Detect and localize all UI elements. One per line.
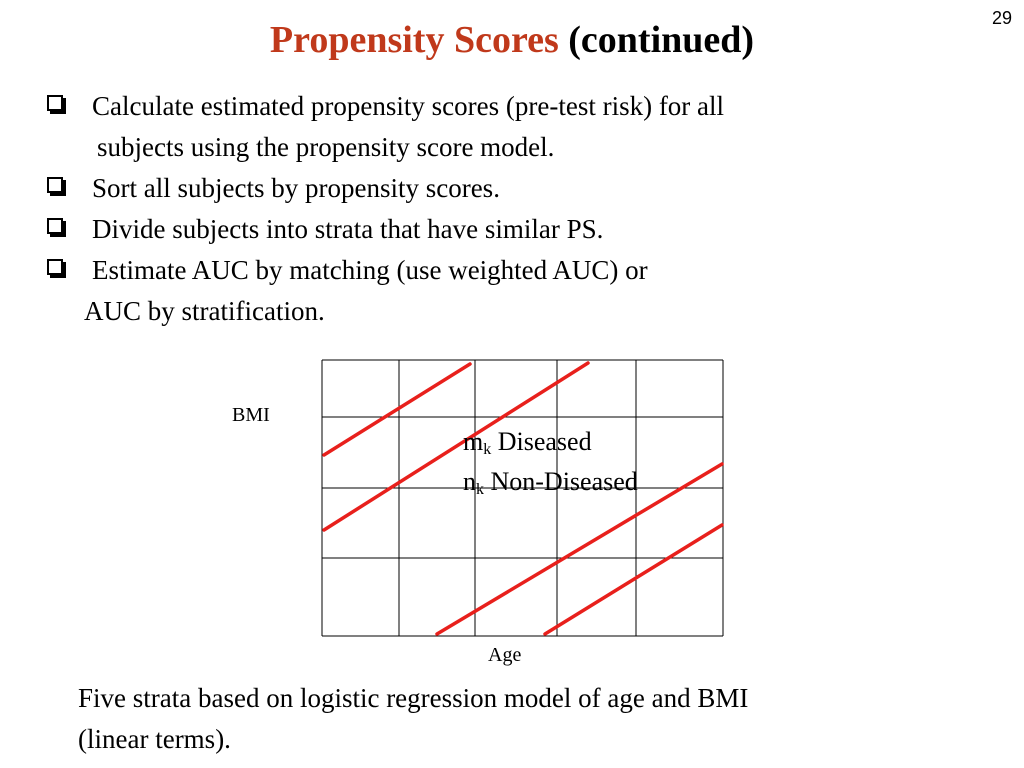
- y-axis-label: BMI: [232, 404, 270, 426]
- figure-caption: [78, 678, 978, 760]
- x-axis-label: Age: [488, 644, 522, 666]
- stratum-boundary-line: [545, 525, 722, 634]
- strata-legend: [463, 422, 638, 502]
- slide-number: 29: [991, 8, 1012, 28]
- bullet-text-continued: subjects using the propensity score model.: [97, 132, 555, 162]
- title-suffix: (continued): [568, 19, 755, 61]
- bullet-text: Calculate estimated propensity scores (pre-test risk) for all: [92, 91, 725, 121]
- caption-line: Five strata based on logistic regression model of age and BMI: [78, 683, 749, 713]
- legend-diseased: $m_k$ Diseased: [463, 427, 592, 458]
- bullet-text-continued: AUC by stratification.: [84, 296, 325, 326]
- bullet-text: Sort all subjects by propensity scores.: [92, 173, 500, 203]
- stratum-boundary-line: [324, 364, 470, 455]
- bullet-text: Estimate AUC by matching (use weighted AUC) or: [92, 255, 648, 285]
- caption-line: (linear terms).: [78, 724, 231, 754]
- legend-non-diseased: $n_k$ Non-Diseased: [463, 467, 638, 498]
- bullet-text: Divide subjects into strata that have similar PS.: [92, 214, 604, 244]
- title-main: Propensity Scores: [269, 19, 559, 61]
